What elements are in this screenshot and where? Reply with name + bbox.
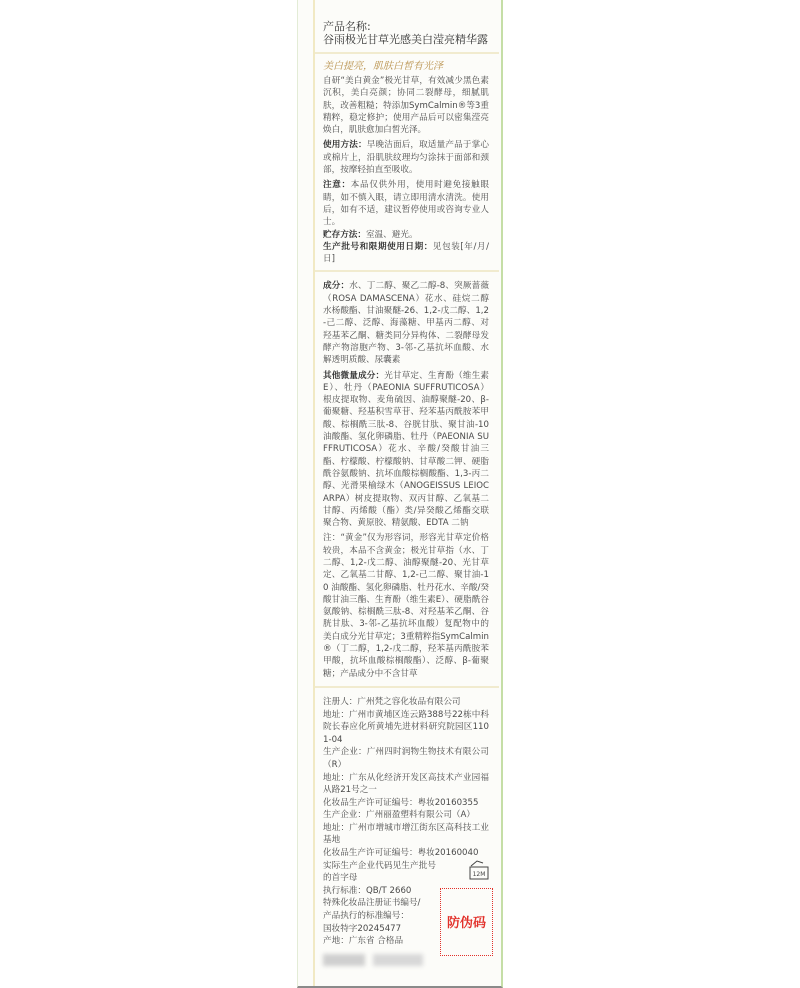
anti-counterfeit-label: 防伪码 [446,916,486,932]
storage-label: 贮存方法： [323,229,366,240]
registration-line: 化妆品生产许可证编号：粤妆20160355 [323,797,479,808]
anti-counterfeit-code-box [440,888,493,956]
registration-line: 地址：广州市黄埔区连云路388号22栋中科院长春应化所黄埔先进材料研究院园区1101-04 [323,709,489,745]
product-name-label: 产品名称: [323,20,371,33]
ingredients-label: 成分： [323,281,350,292]
registration-info [323,696,489,966]
divider [315,270,499,272]
batch-text: 见包装[年/月/日] [323,241,489,265]
registration-line: 地址：广州市增城市增江街东区高科技工业基地 [323,822,489,846]
product-name: 谷雨极光甘草光感美白滢亮精华露 [323,33,488,46]
label-content [323,0,489,986]
registration-line: 化妆品生产许可证编号：粤妆20160040 [323,848,479,859]
trace-ingredients-label: 其他微量成分： [323,370,385,381]
open-jar-icon [468,860,490,880]
divider [315,686,499,688]
batch-label: 生产批号和限期使用日期： [323,241,433,252]
decorative-vertical-line [313,0,315,986]
usage-text: 早晚洁面后，取适量产品于掌心或棉片上，沿肌肤纹理均匀涂抹于面部和颈部，按摩轻拍直至吸收。 [323,140,489,176]
blurred-code [323,954,423,966]
ingredients-text: 水、丁二醇、聚乙二醇-8、突厥蔷薇（ROSA DAMASCENA）花水、硅烷二醇水杨酸酯、甘油聚醚-26、1,2-戊二醇、1,2-己二醇、泛醇、海藻糖、甲基丙二醇、对羟基苯乙酮、糖类同分异构体、二裂酵母发酵产物溶胞产物、3-邻-乙基抗坏血酸、水解透明质酸、尿囊素 [323,281,489,366]
caution-label: 注意： [323,180,351,191]
divider [315,52,499,54]
registration-line: 执行标准：QB/T 2660 [323,885,412,896]
registration-line: 产品执行的标准编号： [323,911,409,922]
registration-line: 特殊化妆品注册证书编号/ [323,898,421,909]
trace-ingredients-text: 光甘草定、生育酚（维生素E）、牡丹（PAEONIA SUFFRUTICOSA）根皮提取物、麦角硫因、油醇聚醚-20、β-葡聚糖、羟基积雪草苷、羟苯基丙酰胺苯甲酸、棕榈酰三肽-8、谷胱甘肽、聚甘油-10 油酸酯、氢化卵磷脂、牡丹（PAEONIA SUFFRUTICOSA）花水、辛酸/癸酸甘油三酯、柠檬酸、柠檬酸钠、甘草酸二钾、硬脂酰谷氨酸钠、抗坏血酸棕榈酸酯、1,3-丙二醇、光滑果榆绿木（ANOGEISSUS LEIOCARPA）树皮提取物、双丙甘醇、乙氧基二甘醇、丙烯酸（酯）类/异癸酸乙烯酯交联聚合物、黄原胶、精氨酸、EDTA 二钠 [323,370,489,529]
registration-line: 国妆特字20245477 [323,923,402,934]
intro-text: 自研“美白黄金”极光甘草，有效减少黑色素沉积，美白亮颜；协同二裂酵母，细腻肌肤，改善粗糙；特添加SymCalmin®等3重精粹，稳定修护；使用产品后可以密集滢亮焕白，肌肤愈加白皙光泽。 [323,76,489,136]
caution-section [323,179,489,228]
usage-label: 使用方法： [323,140,367,151]
product-label-panel [297,0,503,988]
usage-section [323,139,489,176]
pao-label: 12M [472,870,486,878]
registration-line: 地址：广东从化经济开发区高技术产业园福从路21号之一 [323,772,489,796]
registration-line: 生产企业：广州四时润物生物技术有限公司（R） [323,747,489,770]
tagline: 美白提亮，肌肤白皙有光泽 [323,61,443,72]
batch-section [323,241,489,266]
registration-line: 生产企业：广州丽盈塑料有限公司（A） [323,810,475,821]
registration-line: 实际生产企业代码见生产批号的首字母 [323,860,436,884]
storage-text: 室温、避光。 [365,229,418,240]
storage-section [323,229,489,241]
ingredients-section [323,280,489,366]
note-text: 注：“黄金”仅为形容词，形容光甘草定价格较贵，本品不含黄金；极光甘草指（水、丁二醇、1,2-戊二醇、油醇聚醚-20、光甘草定、乙氧基二甘醇、1,2-己二醇、聚甘油-10 油酸酯、氢化卵磷脂、牡丹花水、辛酸/癸酸甘油三酯、生育酚（维生素E）、硬脂酰谷氨酸钠、棕榈酰三肽-8、对羟基苯乙酮、谷胱甘肽、3-邻-乙基抗坏血酸）复配物中的美白成分光甘草定；3重精粹指SymCalmin®（丁二醇，1,2-戊二醇，羟苯基丙酰胺苯甲酸，抗坏血酸棕榈酸酯）、泛醇、β-葡聚糖；产品成分中不含甘草 [323,533,489,679]
caution-text: 本品仅供外用，使用时避免接触眼睛，如不慎入眼，请立即用清水清洗。使用后，如有不适，建议暂停使用或咨询专业人士。 [323,180,489,228]
trace-ingredients-section [323,370,489,530]
side-marks [440,860,494,956]
registration-line: 注册人：广州梵之容化妆品有限公司 [323,696,461,707]
registration-line: 产地：广东省 合格品 [323,936,404,947]
